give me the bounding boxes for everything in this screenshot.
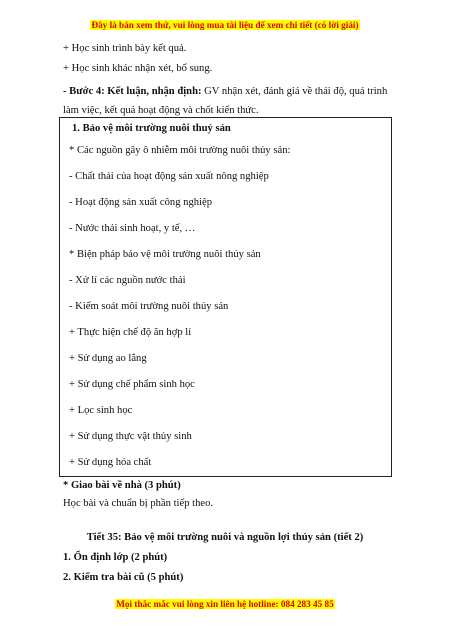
box-item: * Các nguồn gây ô nhiễm môi trường nuôi thủy sản: (69, 145, 291, 156)
section-heading: 2. Kiểm tra bài cũ (5 phút) (63, 572, 184, 583)
homework-text: Học bài và chuẩn bị phần tiếp theo. (63, 498, 214, 509)
intro-line-comment: + Học sinh khác nhận xét, bổ sung. (63, 63, 213, 74)
box-title: 1. Bảo vệ môi trường nuôi thuỷ sản (72, 123, 231, 134)
hotline-banner-text: Mọi thắc mắc vui lòng xin liên hệ hotline: 084 283 45 85 (116, 599, 334, 609)
box-item: + Lọc sinh học (69, 405, 133, 416)
content-box (59, 117, 392, 477)
box-item: + Sử dụng ao lắng (69, 353, 147, 364)
section-heading: 1. Ổn định lớp (2 phút) (63, 552, 168, 563)
preview-banner-text: Đây là bản xem thử, vui lòng mua tài liệu để xem chi tiết (có lời giải) (91, 20, 359, 30)
box-item: - Kiểm soát môi trường nuôi thủy sản (69, 301, 229, 312)
box-item: - Xử lí các nguồn nước thải (69, 275, 186, 286)
box-item: + Sử dụng chế phẩm sinh học (69, 379, 195, 390)
hotline-banner (0, 599, 450, 609)
box-item: - Hoạt động sản xuất công nghiệp (69, 197, 212, 208)
step4-paragraph (63, 82, 393, 120)
homework-title: * Giao bài về nhà (3 phút) (63, 480, 181, 491)
box-item: + Thực hiện chế độ ăn hợp lí (69, 327, 192, 338)
preview-banner (0, 20, 450, 30)
box-item: * Biện pháp bảo vệ môi trường nuôi thủy sản (69, 249, 261, 260)
lesson-title: Tiết 35: Bảo vệ môi trường nuôi và nguồn lợi thủy sản (tiết 2) (86, 532, 364, 543)
box-item: - Chất thải của hoạt động sản xuất nông nghiệp (69, 171, 269, 182)
box-item: - Nước thải sinh hoạt, y tế, … (69, 223, 196, 234)
box-item: + Sử dụng thực vật thủy sinh (69, 431, 192, 442)
step4-label: - Bước 4: Kết luận, nhận định: (63, 86, 202, 97)
intro-line-present: + Học sinh trình bày kết quả. (63, 43, 187, 54)
step4-text: GV nhận xét, đánh giá về thái độ, quá trình làm việc, kết quả hoạt động và chốt kiến thức. (63, 86, 388, 116)
box-item: + Sử dụng hóa chất (69, 457, 152, 468)
